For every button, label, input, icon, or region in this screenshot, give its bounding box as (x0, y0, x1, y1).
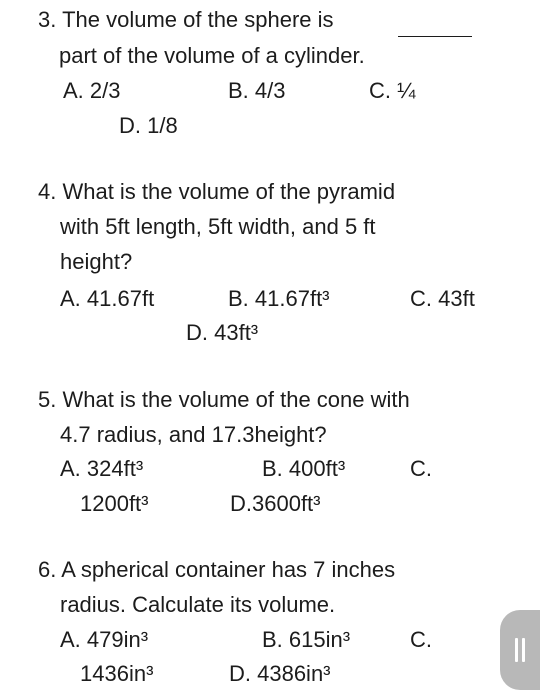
q5-line1: 5. What is the volume of the cone with (38, 387, 410, 412)
q5-option-c: C. (410, 456, 432, 481)
q6-line2: radius. Calculate its volume. (60, 592, 336, 617)
q6-option-c: C. (410, 627, 432, 652)
q3-option-a: A. 2/3 (63, 78, 121, 103)
q5-option-a: A. 324ft³ (60, 456, 144, 481)
q4-option-a: A. 41.67ft (60, 286, 155, 311)
q5-line2: 4.7 radius, and 17.3height? (60, 422, 327, 447)
q4-option-d: D. 43ft³ (186, 320, 259, 345)
q3-line2: part of the volume of a cylinder. (59, 43, 365, 68)
scroll-handle[interactable] (500, 610, 540, 690)
q3-option-c: C. ¼ (369, 78, 416, 103)
q3-answer-blank (398, 36, 472, 37)
q4-option-c: C. 43ft (410, 286, 475, 311)
q5-option-d: D.3600ft³ (230, 491, 321, 516)
q4-line1: 4. What is the volume of the pyramid (38, 179, 396, 204)
q5-option-b: B. 400ft³ (262, 456, 346, 481)
grip-line-icon (515, 638, 518, 662)
q6-line1: 6. A spherical container has 7 inches (38, 557, 396, 582)
grip-line-icon (522, 638, 525, 662)
q6-option-d: D. 4386in³ (229, 661, 331, 686)
q6-option-a: A. 479in³ (60, 627, 149, 652)
q6-option-c-value: 1436in³ (80, 661, 154, 686)
q4-option-b: B. 41.67ft³ (228, 286, 330, 311)
q4-line2: with 5ft length, 5ft width, and 5 ft (60, 214, 376, 239)
q5-option-c-value: 1200ft³ (80, 491, 149, 516)
q3-option-d: D. 1/8 (119, 113, 178, 138)
q6-option-b: B. 615in³ (262, 627, 351, 652)
q4-line3: height? (60, 249, 133, 274)
q3-option-b: B. 4/3 (228, 78, 286, 103)
q3-line1: 3. The volume of the sphere is (38, 7, 334, 32)
